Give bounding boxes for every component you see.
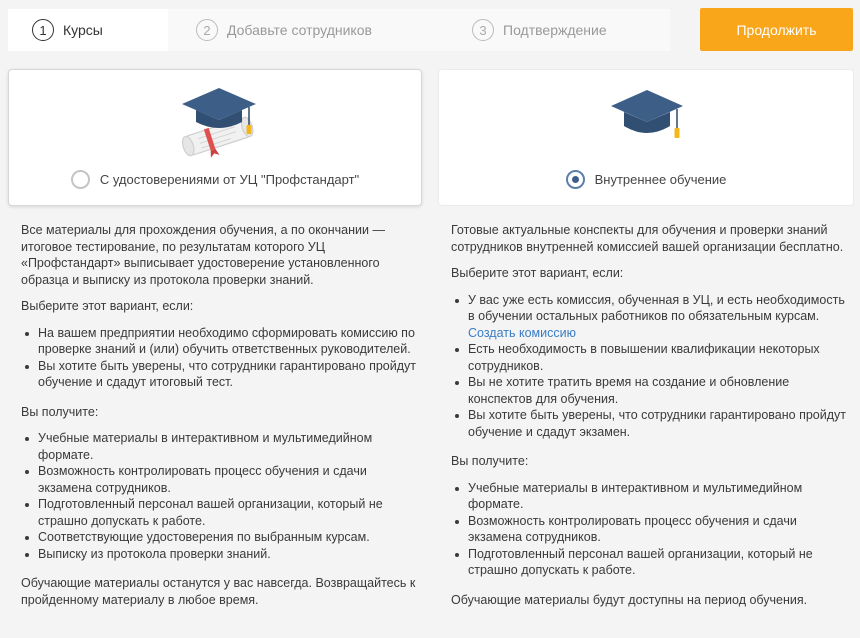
option-card-certified[interactable] bbox=[8, 69, 422, 206]
list-item: Учебные материалы в интерактивном и мультимедийном формате. bbox=[21, 430, 416, 463]
graduation-cap-icon bbox=[607, 86, 687, 153]
option-radio-row[interactable] bbox=[566, 170, 727, 189]
graduation-cap-diploma-icon bbox=[174, 82, 264, 163]
continue-button[interactable]: Продолжить bbox=[700, 8, 853, 51]
footer-text: Обучающие материалы будут доступны на период обучения. bbox=[451, 592, 808, 607]
list-item: Вы хотите быть уверены, что сотрудники гарантировано пройдут обучение и сдадут итоговый тест. bbox=[21, 358, 416, 391]
list-item: Подготовленный персонал вашей организации, который не страшно допускать к работе. bbox=[451, 546, 851, 579]
list-item: Есть необходимость в повышении квалификации некоторых сотрудников. bbox=[451, 341, 851, 374]
step-add-employees[interactable] bbox=[168, 9, 446, 51]
intro-text: Все материалы для прохождения обучения, а по окончании — итоговое тестирование, по результатам которого УЦ «Профстандарт» выписывает удостоверение установленного образца и выписку из протокола проверки знаний. bbox=[21, 223, 385, 287]
list-item bbox=[451, 292, 851, 342]
step-label: Добавьте сотрудников bbox=[227, 22, 372, 38]
list-item: Вы хотите быть уверены, что сотрудники гарантировано пройдут обучение и сдадут экзамен. bbox=[451, 407, 851, 440]
radio-button[interactable] bbox=[71, 170, 90, 189]
step-label: Подтверждение bbox=[503, 22, 607, 38]
get-list bbox=[451, 480, 851, 579]
choose-heading: Выберите этот вариант, если: bbox=[451, 266, 624, 280]
list-item-text: У вас уже есть комиссия, обученная в УЦ, и есть необходимость в обучении остальных работников по обязательным курсам. bbox=[468, 292, 845, 323]
choose-heading: Выберите этот вариант, если: bbox=[21, 299, 194, 313]
step-number: 3 bbox=[472, 19, 494, 41]
stepper bbox=[8, 9, 670, 51]
option-label: Внутреннее обучение bbox=[594, 172, 727, 187]
choose-list bbox=[21, 325, 416, 391]
get-heading: Вы получите: bbox=[21, 404, 99, 419]
list-item: Учебные материалы в интерактивном и мультимедийном формате. bbox=[451, 480, 851, 513]
step-number: 2 bbox=[196, 19, 218, 41]
list-item: На вашем предприятии необходимо сформировать комиссию по проверке знаний и (или) обучить ответственных руководителей. bbox=[21, 325, 416, 358]
footer-text: Обучающие материалы останутся у вас навсегда. Возвращайтесь к пройденному материалу в любое время. bbox=[21, 576, 416, 607]
list-item: Возможность контролировать процесс обучения и сдачи экзамена сотрудников. bbox=[21, 463, 416, 496]
option-card-internal[interactable] bbox=[438, 69, 854, 206]
internal-description bbox=[451, 222, 851, 618]
option-radio-row[interactable] bbox=[71, 170, 359, 189]
intro-text: Готовые актуальные конспекты для обучения и проверки знаний сотрудников внутренней комиссией вашей организации бесплатно. bbox=[451, 223, 844, 254]
list-item: Вы не хотите тратить время на создание и обновление конспектов для обучения. bbox=[451, 374, 851, 407]
get-heading: Вы получите: bbox=[451, 454, 529, 468]
get-list bbox=[21, 430, 416, 562]
radio-button-selected[interactable] bbox=[566, 170, 585, 189]
certified-description bbox=[21, 222, 416, 618]
list-item: Соответствующие удостоверения по выбранным курсам. bbox=[21, 529, 416, 546]
create-commission-link[interactable]: Создать комиссию bbox=[468, 325, 576, 340]
step-label: Курсы bbox=[63, 22, 103, 38]
choose-list bbox=[451, 292, 851, 441]
step-number: 1 bbox=[32, 19, 54, 41]
step-courses[interactable] bbox=[8, 9, 168, 51]
list-item: Выписку из протокола проверки знаний. bbox=[21, 546, 416, 563]
option-label: С удостоверениями от УЦ "Профстандарт" bbox=[99, 172, 360, 187]
step-confirmation[interactable] bbox=[446, 9, 670, 51]
list-item: Подготовленный персонал вашей организации, который не страшно допускать к работе. bbox=[21, 496, 416, 529]
list-item: Возможность контролировать процесс обучения и сдачи экзамена сотрудников. bbox=[451, 513, 851, 546]
